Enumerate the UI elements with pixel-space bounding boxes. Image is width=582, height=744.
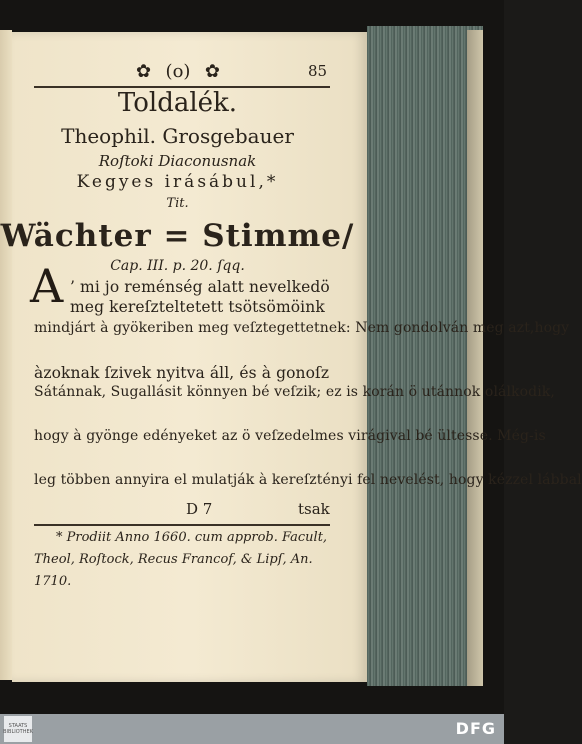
footnote-rule — [34, 524, 330, 526]
ornament-left-icon: ✿ — [136, 60, 152, 82]
role-line: Roſtoki Diaconusnak — [98, 152, 257, 170]
footnote-line: 1710. — [34, 574, 72, 589]
body-line: hogy à gyönge edényeket az ö veſzedelmes virágival bé ültesse. Még-is — [34, 428, 546, 444]
author-line: Theophil. Grosgebauer — [61, 124, 294, 148]
page-heading: Toldalék. — [117, 88, 238, 118]
library-logo: STAATS BIBLIOTHEK — [4, 716, 32, 742]
body-line: mindjárt à gyökeriben meg veſztegettetnek: Nem gondolván meg azt,hogy — [34, 320, 570, 336]
body-line: àzoknak ſzivek nyitva áll, és à gonoſz — [34, 364, 330, 382]
footnote-line: * Prodiit Anno 1660. cum approb. Facult, — [56, 530, 328, 545]
fraktur-title: Wächter = Stimme/ — [0, 218, 355, 254]
tit-line: Tit. — [166, 196, 189, 211]
catchword: tsak — [298, 500, 330, 518]
signature-mark: D 7 — [186, 500, 213, 518]
page-block-edges — [367, 26, 483, 686]
viewer-footer — [0, 714, 504, 744]
header-ornament — [136, 58, 220, 84]
ornament-right-icon: ✿ — [204, 60, 220, 82]
dfg-badge: DFG — [455, 719, 496, 738]
body-line: leg többen annyira el mulatják à kereſztényi fel nevelést, hogy kézzel lábbal — [34, 472, 582, 488]
body-line: ’ mi jo reménség alatt nevelkedö — [70, 278, 330, 296]
body-line: Sátánnak, Sugallásit könnyen bé veſzik; ez is korán ö utánnok olálkodik, — [34, 384, 555, 400]
page-block-rim — [467, 30, 483, 686]
body-line: meg kereſzteltetett tsötsömöink — [70, 298, 325, 316]
footnote-line: Theol, Roſtock, Recus Francof, & Lipſ, An. — [34, 552, 313, 567]
ornament-center-icon: (o) — [165, 60, 191, 82]
drop-cap: A — [30, 259, 64, 313]
reference-line: Cap. III. p. 20. ſqq. — [110, 258, 245, 274]
subtitle-line: Kegyes irásábul,* — [76, 172, 279, 192]
page-number: 85 — [308, 62, 328, 80]
